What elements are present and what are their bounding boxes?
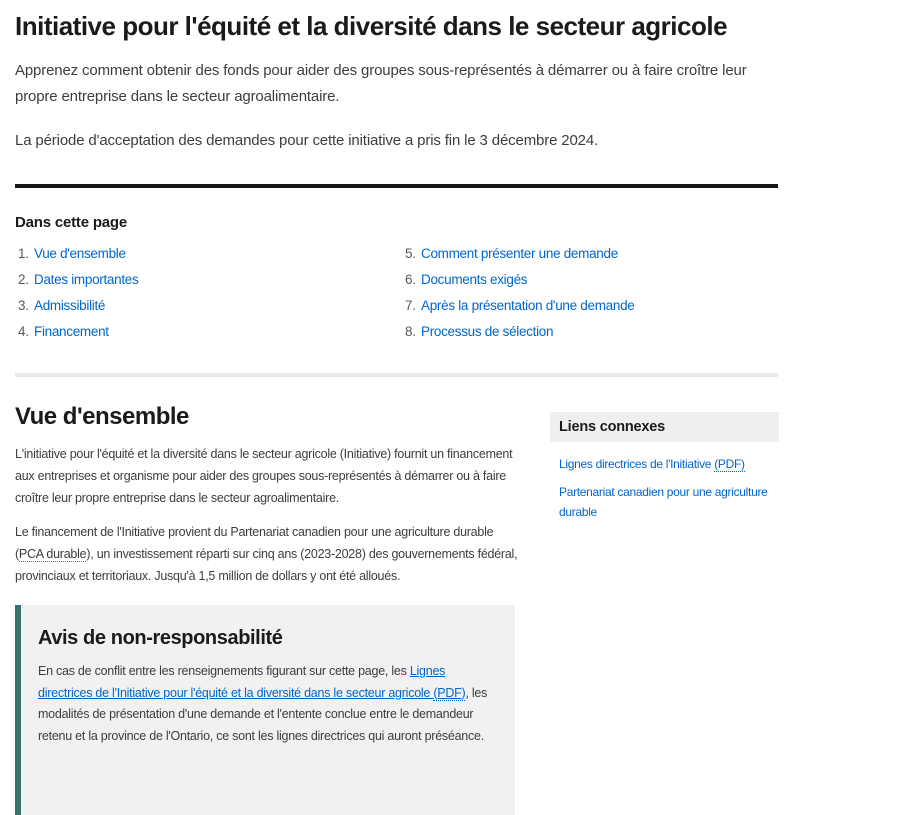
toc-item-number: 4.: [18, 324, 29, 339]
toc-item: [405, 273, 634, 287]
toc-link-required-documents[interactable]: Documents exigés: [421, 272, 528, 287]
disclaimer-heading: Avis de non-responsabilité: [38, 627, 283, 649]
closed-notice: La période d'acceptation des demandes pour cette initiative a pris fin le 3 décembre 2024.: [15, 132, 599, 149]
toc-column-right: [402, 247, 634, 351]
section-divider-light: [15, 373, 778, 377]
related-link-partnership[interactable]: Partenariat canadien pour une agriculture durable: [559, 485, 768, 519]
toc-item: [18, 325, 402, 339]
toc-item-number: 1.: [18, 246, 29, 261]
toc-link-selection-process[interactable]: Processus de sélection: [421, 324, 554, 339]
related-link-guidelines[interactable]: [559, 454, 774, 474]
disclaimer-text-after: , les modalités de présentation d'une demande et l'entente conclue entre le demandeur retenu et la province de l'Ontario, ce sont les lignes directrices qui auront préséance.: [38, 685, 488, 743]
toc-link-dates[interactable]: Dates importantes: [34, 272, 139, 287]
toc-item: [18, 247, 402, 261]
toc-item: [405, 247, 634, 261]
toc-column-left: [15, 247, 402, 351]
intro-paragraph: Apprenez comment obtenir des fonds pour aider des groupes sous-représentés à démarrer ou à faire croître leur propre entreprise dans le secteur agroalimentaire.: [15, 62, 747, 105]
related-links-heading: Liens connexes: [550, 412, 779, 442]
overview-paragraph-2-text: Le financement de l'Initiative provient du Partenariat canadien pour une agriculture durable (: [15, 525, 494, 561]
toc-item-number: 3.: [18, 298, 29, 313]
overview-paragraph-2-text: ), un investissement réparti sur cinq ans (2023-2028) des gouvernements fédéral, provinciaux et territoriaux. Jusqu'à 1,5 million de dollars y ont été alloués.: [15, 547, 518, 583]
pdf-abbr: (PDF): [714, 457, 745, 471]
disclaimer-link-text: Lignes directrices de l'Initiative pour l'équité et la diversité dans le secteur agricole: [38, 664, 446, 700]
toc-item-number: 5.: [405, 246, 416, 261]
toc-item: [405, 325, 634, 339]
toc-link-funding[interactable]: Financement: [34, 324, 109, 339]
page: [0, 8, 778, 815]
toc-item-number: 2.: [18, 272, 29, 287]
overview-paragraph-1: L'initiative pour l'équité et la diversité dans le secteur agricole (Initiative) fournit un financement aux entreprises et organisme pour aider des groupes sous-représentés à démarrer ou à faire croître leur propre entreprise dans le secteur agroalimentaire.: [15, 447, 513, 505]
toc-link-after-application[interactable]: Après la présentation d'une demande: [421, 298, 635, 313]
disclaimer-text-before: En cas de conflit entre les renseignements figurant sur cette page, les: [38, 664, 410, 678]
related-link-guidelines-text: Lignes directrices de l'Initiative: [559, 457, 715, 471]
toc-link-eligibility[interactable]: Admissibilité: [34, 298, 106, 313]
toc-link-overview[interactable]: Vue d'ensemble: [34, 246, 126, 261]
toc-item-number: 8.: [405, 324, 416, 339]
page-title: Initiative pour l'équité et la diversité dans le secteur agricole: [15, 11, 728, 41]
abbr-pca-durable[interactable]: PCA durable: [18, 547, 87, 561]
toc-link-how-to-apply[interactable]: Comment présenter une demande: [421, 246, 618, 261]
disclaimer-box: [15, 605, 515, 815]
toc-item-number: 6.: [405, 272, 416, 287]
toc-item-number: 7.: [405, 298, 416, 313]
toc-heading: Dans cette page: [15, 214, 128, 231]
pdf-abbr: (PDF): [433, 685, 466, 700]
toc-item: [18, 273, 402, 287]
content-row: [15, 385, 778, 815]
toc-item: [405, 299, 634, 313]
overview-heading: Vue d'ensemble: [15, 403, 189, 430]
disclaimer-text: [38, 661, 499, 747]
toc-item: [18, 299, 402, 313]
main-column: [15, 385, 520, 815]
toc-columns: [15, 247, 778, 351]
section-divider-dark: [15, 184, 778, 188]
related-links-panel: [550, 412, 779, 522]
overview-paragraph-2: [15, 521, 520, 587]
toc-section: [15, 214, 778, 351]
